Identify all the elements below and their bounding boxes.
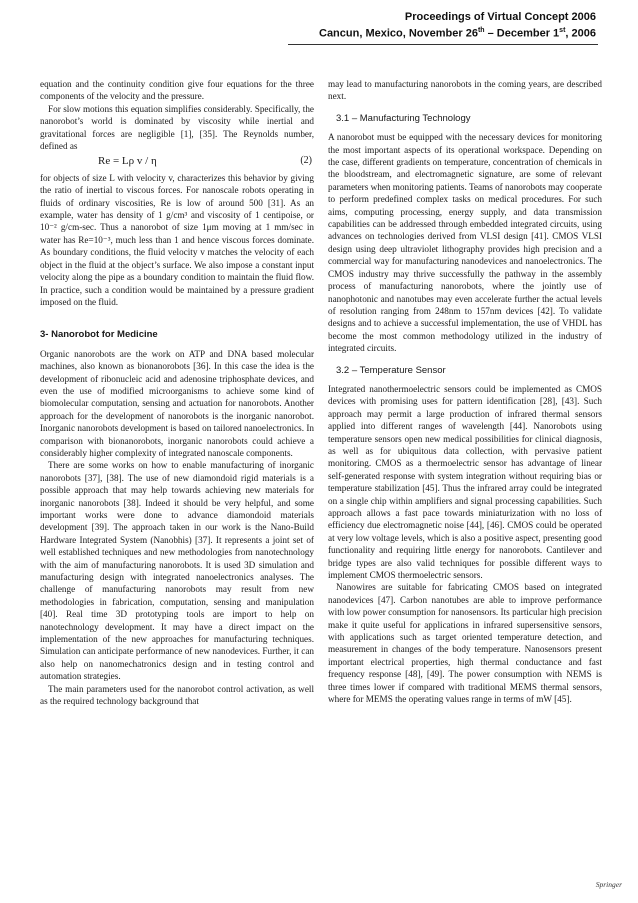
paragraph: for objects of size L with velocity v, characterizes this behavior by giving the ratio of inertial to viscous forces. For nanoscale robots operating in fluids of ordinary viscosities, Re is low of around 500 [31]. As an example, water has density of 1 g/cm³ and viscosity of 1 centipoise, or 10⁻² g/cm-sec. Thus a nanorobot of size 1μm moving at 1 mm/sec in water has Re=10⁻³, much less than 1 and hence viscous forces dominate. As boundary conditions, the fluid velocity v matches the velocity of each object in the fluid at the object’s surface. We also impose a constant input velocity along the pipe as a boundary condition to maintain the fluid flow. In practice, such a condition would be maintained by a pressure gradient imposed on the fluid. [40,172,314,307]
paragraph: Nanowires are suitable for fabricating CMOS based on integrated nanodevices [47]. Carbon nanotubes are able to improve performance with low power consumption for nanosensors. Its particular high precision make it quite useful for applications in infrared supersensitive sensors, with applications such as target oriented temperature detection, and measurement in changes of the body temperature. Nanosensors present important electrical properties, high thermal conductance and fast frequency response [48], [49]. The power consumption with NEMS is three times lower if compared with traditional MEMS thermal sensors, where for MEMS the operating values range in terms of mW [45]. [328,582,602,705]
paragraph: There are some works on how to enable manufacturing of inorganic nanorobots [37], [38]. The use of new diamondoid rigid materials is a possible approach that may help towards achieving new materials for inorganic nanorobots [38]. Indeed it should be very helpful, and some important works were done to advance diamondoid materials development [39]. The approach taken in our work is the Nano-Build Hardware Integrated System (Nanobhis) [37]. It represents a joint set of well established techniques and new methodologies from nanotechnology with the aim of manufacturing nanorobots. It is used 3D simulation and manufacturing design with integrated nanoelectronics analyses. The challenge of manufacturing nanorobots may result from new methodologies in fabrication, computation, sensing and manipulation [40]. Real time 3D prototyping tools are import to help on nanotechnology development. It may have a direct impact on the implementation of the new approaches for manufacturing techniques. Simulation can anticipate performance of new nanodevices. Further, it can also help on nanomechatronics design and in testing control and automation strategies. [40,460,314,682]
proceedings-title: Proceedings of Virtual Concept 2006 [404,11,596,23]
equation-2 [40,155,314,167]
equation-number: (2) [300,155,312,167]
conference-dates: Cancun, Mexico, November 26th – December 1st, 2006 [319,27,596,40]
paragraph: may lead to manufacturing nanorobots in the coming years, are described next. [328,79,602,102]
right-column [328,78,602,706]
subsection-heading: 3.2 – Temperature Sensor [336,364,446,376]
equation-formula: Re = Lρ v / η [98,155,157,168]
left-column [40,78,314,708]
header-rule [288,44,598,45]
paragraph: The main parameters used for the nanorobot control activation, as well as the required technology background that [40,683,314,707]
section-heading: 3- Nanorobot for Medicine [40,329,158,341]
paragraph: Organic nanorobots are the work on ATP and DNA based molecular machines, also known as bionanorobots [36]. In this case the idea is the development of ribonucleic acid and adenosine triphosphate devices, and even the use of modified microorganisms to achieve some kind of biomolecular computation, sensing and actuation for nanorobots. Another approach for the development of nanorobots is the inorganic nanorobot. Inorganic nanorobots development is based on tailored nanoelectronics. In comparison with bionanorobots, inorganic nanorobots could achieve a considerably higher complexity of integrated nanoscale components. [40,348,314,458]
paragraph: equation and the continuity condition give four equations for the three components of the velocity and the pressure. [40,79,314,102]
paragraph: A nanorobot must be equipped with the necessary devices for monitoring the most important aspects of its operational workspace. Depending on the case, different gradients on temperature, concentration of chemicals in the bloodstream, and electromagnetic signature, are some of relevant parameters when monitoring patients. Teams of nanorobots may cooperate to perform predefined complex tasks on medical procedures. For such aims, computing processing, energy supply, and data transmission capabilities can be addressed through embedded integrated circuits, using advances on technologies derived from VLSI design [41]. CMOS VLSI design using deep ultraviolet lithography provides high precision and a commercial way for manufacturing nanodevices and nanoelectronics. The CMOS industry may thrive successfully the pathway in the assembly process of manufacturing nanorobots, where the jointly use of nanophotonic and nanotubes may even accelerate further the actual levels of resolution ranging from 248nm to 157nm devices [42]. To validate designs and to achieve a successful implementation, the use of VHDL has become the most common methodology utilized in the industry of integrated circuits. [328,132,602,354]
page-header [319,10,596,41]
publisher-footer: Springer [595,880,622,889]
paragraph: Integrated nanothermoelectric sensors could be implemented as CMOS devices with promising uses for pattern identification [28], [43]. Such approach may permit a large production of infrared thermal sensors applied into different ranges of wavelength [44]. Nanorobots using temperature sensors open new medical possibilities for clinical diagnosis, as well as for ubiquitous data collection, with pervasive patient monitoring. CMOS as a thermoelectric sensor has advantage of linear self-generated response with system integration without requiring bias or temperature stabilization [45]. Thus the infrared array could be integrated on a single chip within amplifiers and signal processing capabilities. Such approach allows a fast pace towards miniaturization with no loss of efficiency due electromagnetic noise [44], [46]. CMOS could be operated at very low voltage levels, which is also a positive aspect, presenting good functionality and requiring little energy for nanorobots. Cantilever and bridge types are also valid techniques for possible different ways to implement CMOS thermoelectric sensors. [328,383,602,581]
paragraph: For slow motions this equation simplifies considerably. Specifically, the nanorobot’s world is dominated by viscosity while inertial and gravitational forces are negligible [1], [35]. The Reynolds number, defined as [40,103,314,152]
subsection-heading: 3.1 – Manufacturing Technology [336,112,471,124]
